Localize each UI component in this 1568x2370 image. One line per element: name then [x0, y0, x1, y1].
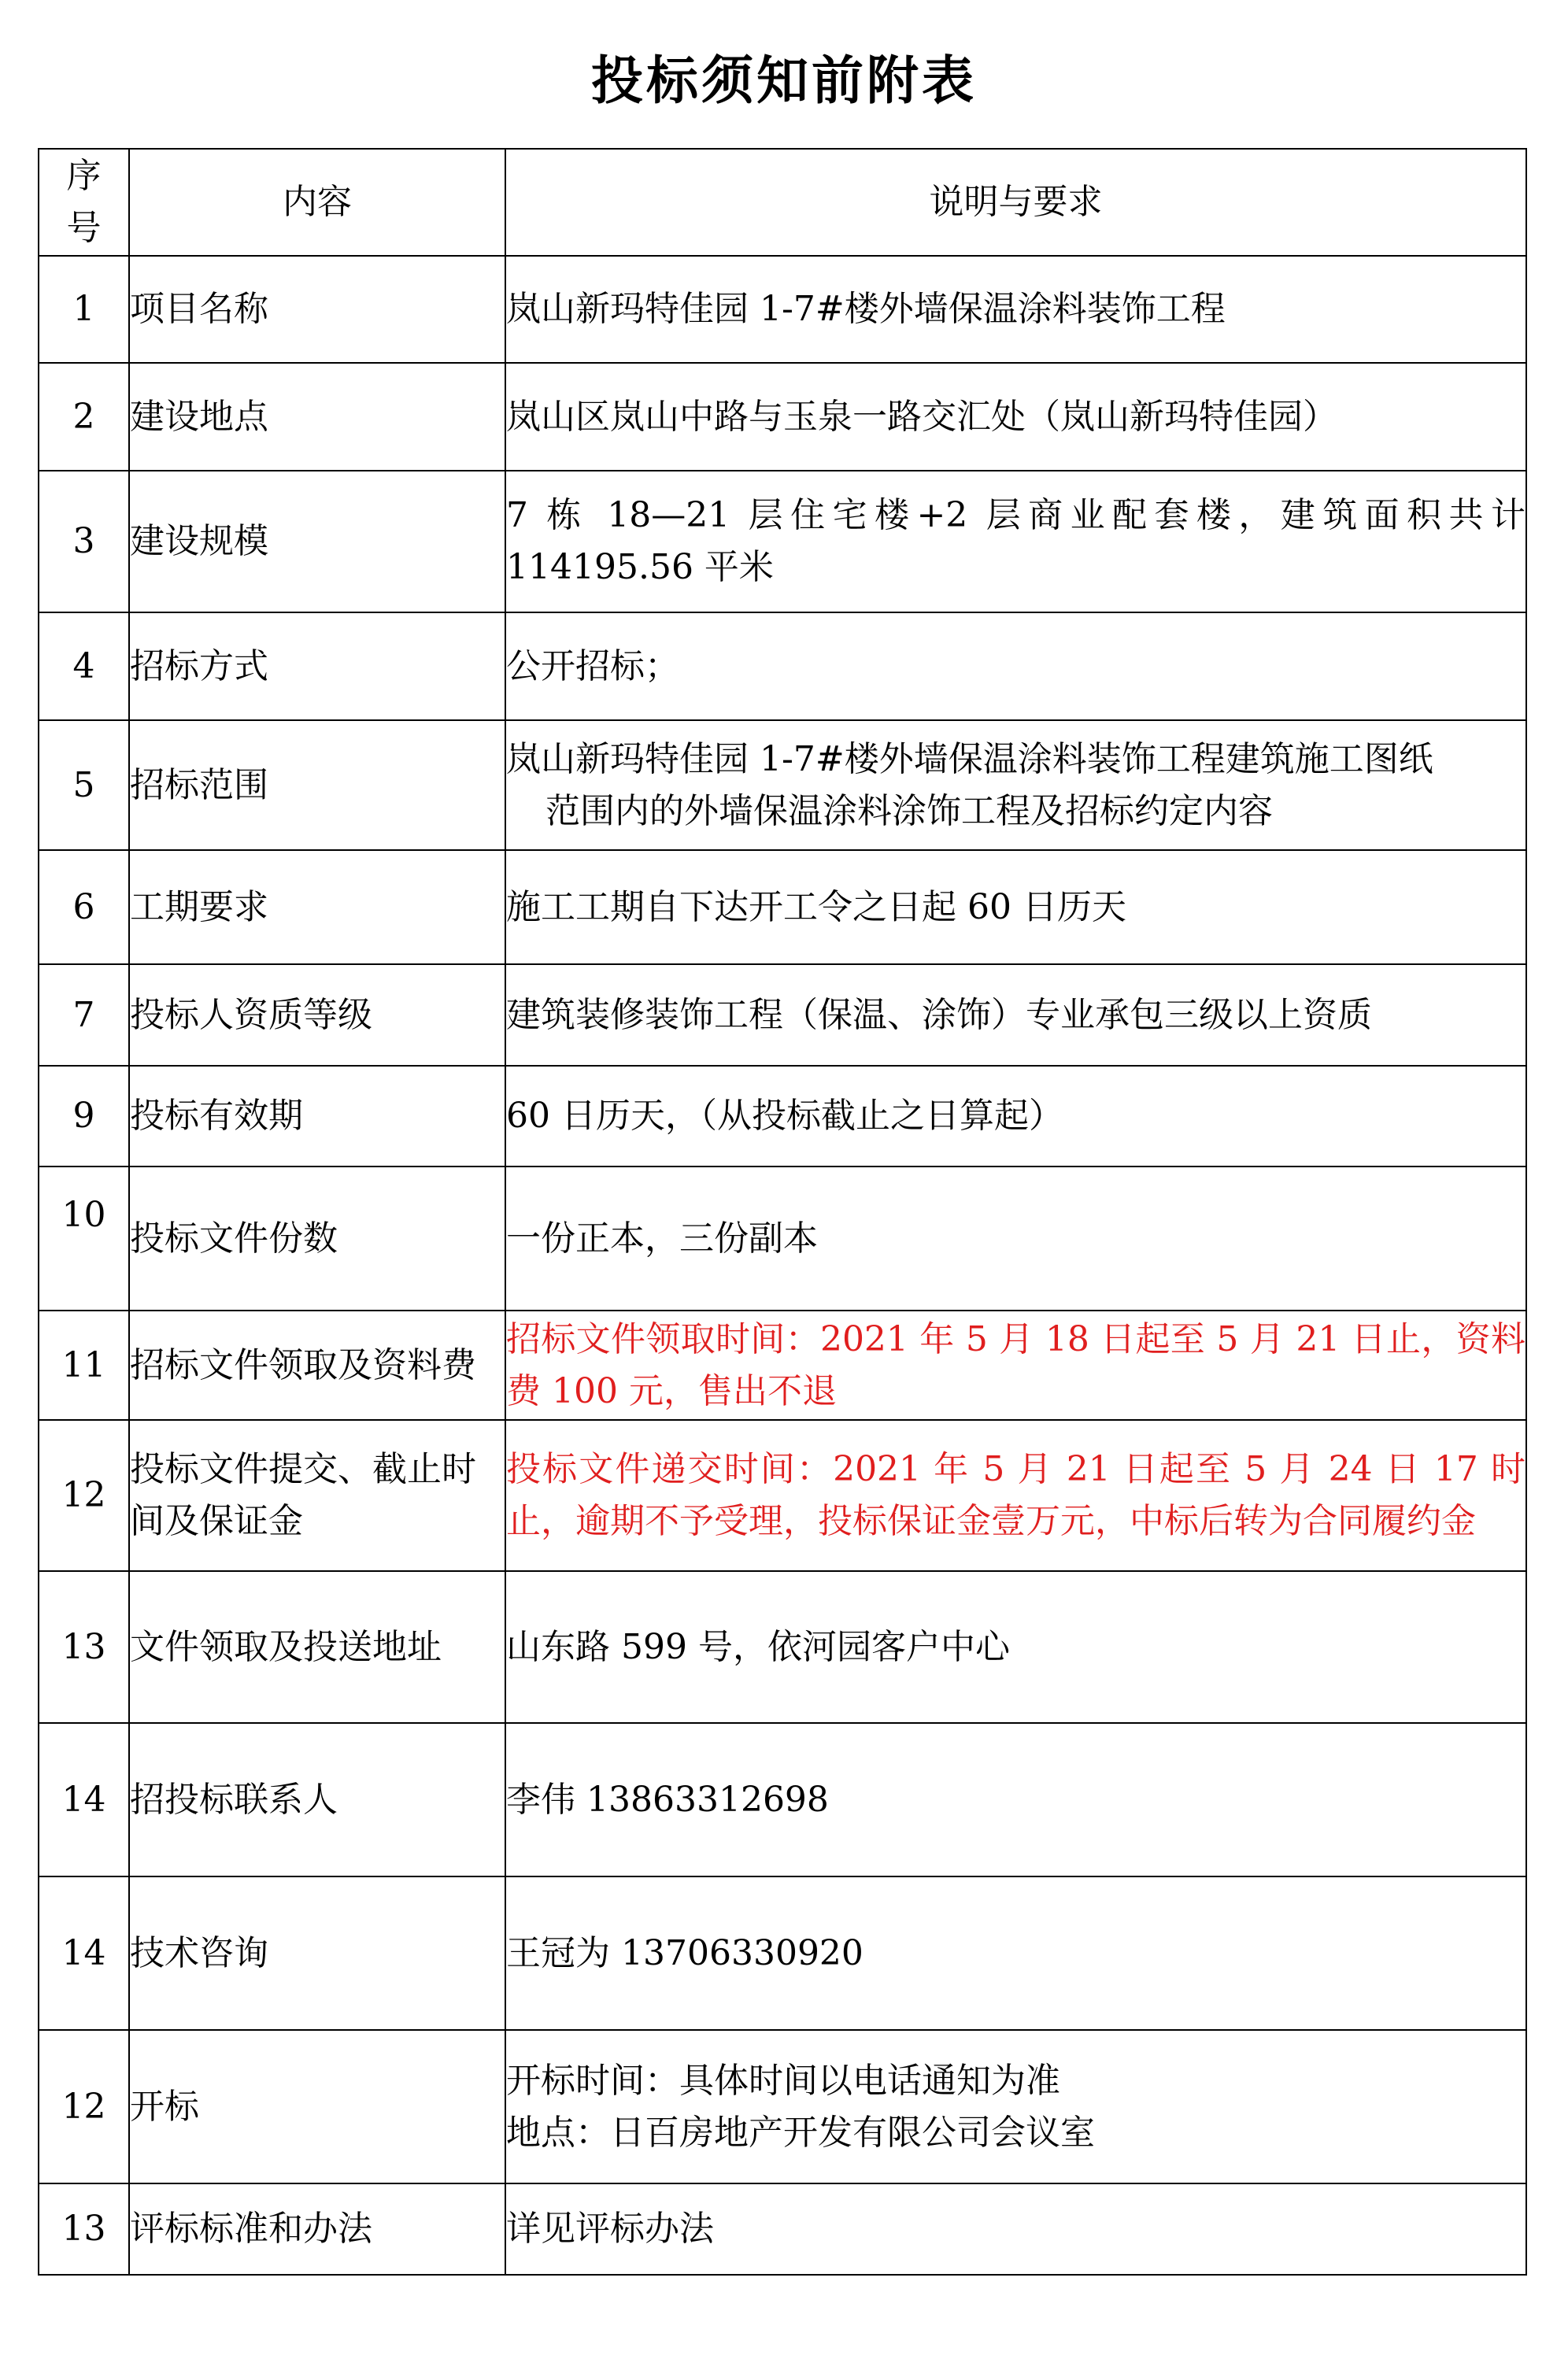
- row-index: 13: [39, 2183, 129, 2275]
- row-description: 招标文件领取时间：2021 年 5 月 18 日起至 5 月 21 日止，资料费 100 元，售出不退: [505, 1311, 1526, 1420]
- row-index: 14: [39, 1723, 129, 1876]
- row-description: 60 日历天，（从投标截止之日算起）: [505, 1066, 1526, 1167]
- row-index: 3: [39, 471, 129, 612]
- row-item: 招投标联系人: [129, 1723, 505, 1876]
- table-row: [39, 471, 1526, 612]
- row-index: 5: [39, 720, 129, 850]
- description-line-1: 开标时间：具体时间以电话通知为准: [506, 2060, 1060, 2101]
- row-item: 投标有效期: [129, 1066, 505, 1167]
- row-item: 技术咨询: [129, 1876, 505, 2030]
- row-item: 评标标准和办法: [129, 2183, 505, 2275]
- header-index: [39, 149, 129, 256]
- row-description: 王冠为 13706330920: [505, 1876, 1526, 2030]
- row-item: 开标: [129, 2030, 505, 2183]
- row-description: 公开招标；: [505, 612, 1526, 720]
- row-item: 招标方式: [129, 612, 505, 720]
- row-item: 招标范围: [129, 720, 505, 850]
- row-index: 13: [39, 1571, 129, 1723]
- description-line-2: 地点：日百房地产开发有限公司会议室: [506, 2112, 1095, 2153]
- row-description: 山东路 599 号，依河园客户中心: [505, 1571, 1526, 1723]
- row-index: 12: [39, 2030, 129, 2183]
- table-row: [39, 612, 1526, 720]
- table-row: [39, 1066, 1526, 1167]
- row-description: [505, 720, 1526, 850]
- row-item: 投标人资质等级: [129, 964, 505, 1066]
- row-description: 详见评标办法: [505, 2183, 1526, 2275]
- table-header-row: [39, 149, 1526, 256]
- table-row: [39, 964, 1526, 1066]
- table-row: [39, 1723, 1526, 1876]
- table-row: [39, 1876, 1526, 2030]
- row-item: 建设地点: [129, 363, 505, 471]
- header-index-line-2: 号: [66, 208, 102, 248]
- row-item: 招标文件领取及资料费: [129, 1311, 505, 1420]
- row-description: 7 栋 18—21 层住宅楼+2 层商业配套楼，建筑面积共计 114195.56 平米: [505, 471, 1526, 612]
- row-index: 12: [39, 1420, 129, 1571]
- description-line-1: 岚山新玛特佳园 1-7#楼外墙保温涂料装饰工程建筑施工图纸: [506, 738, 1433, 779]
- table-row: [39, 256, 1526, 363]
- table-row: [39, 2183, 1526, 2275]
- header-item: 内容: [129, 149, 505, 256]
- row-index: 10: [39, 1167, 129, 1311]
- table-row: [39, 1167, 1526, 1311]
- page-title: 投标须知前附表: [591, 50, 977, 111]
- row-index: 2: [39, 363, 129, 471]
- table-row: [39, 1420, 1526, 1571]
- row-description: 投标文件递交时间：2021 年 5 月 21 日起至 5 月 24 日 17 时止，逾期不予受理，投标保证金壹万元，中标后转为合同履约金: [505, 1420, 1526, 1571]
- table-row: [39, 850, 1526, 964]
- row-item: 投标文件份数: [129, 1167, 505, 1311]
- row-item: 投标文件提交、截止时间及保证金: [129, 1420, 505, 1571]
- row-item: 文件领取及投送地址: [129, 1571, 505, 1723]
- row-item: 项目名称: [129, 256, 505, 363]
- row-index: 1: [39, 256, 129, 363]
- row-index: 9: [39, 1066, 129, 1167]
- header-description: 说明与要求: [505, 149, 1526, 256]
- row-description: 李伟 13863312698: [505, 1723, 1526, 1876]
- table-row: [39, 1311, 1526, 1420]
- row-index: 7: [39, 964, 129, 1066]
- table-row: [39, 2030, 1526, 2183]
- table-row: [39, 720, 1526, 850]
- row-item: 工期要求: [129, 850, 505, 964]
- description-line-2: 范围内的外墙保温涂料涂饰工程及招标约定内容: [545, 790, 1273, 831]
- row-index: 14: [39, 1876, 129, 2030]
- table-row: [39, 363, 1526, 471]
- header-index-line-1: 序: [66, 156, 102, 196]
- row-index: 4: [39, 612, 129, 720]
- row-description: [505, 2030, 1526, 2183]
- row-description: 施工工期自下达开工令之日起 60 日历天: [505, 850, 1526, 964]
- notice-table: [38, 148, 1527, 2276]
- row-index: 11: [39, 1311, 129, 1420]
- row-description: 建筑装修装饰工程（保温、涂饰）专业承包三级以上资质: [505, 964, 1526, 1066]
- row-item: 建设规模: [129, 471, 505, 612]
- table-row: [39, 1571, 1526, 1723]
- row-index: 6: [39, 850, 129, 964]
- row-description: 一份正本，三份副本: [505, 1167, 1526, 1311]
- row-description: 岚山区岚山中路与玉泉一路交汇处（岚山新玛特佳园）: [505, 363, 1526, 471]
- row-description: 岚山新玛特佳园 1-7#楼外墙保温涂料装饰工程: [505, 256, 1526, 363]
